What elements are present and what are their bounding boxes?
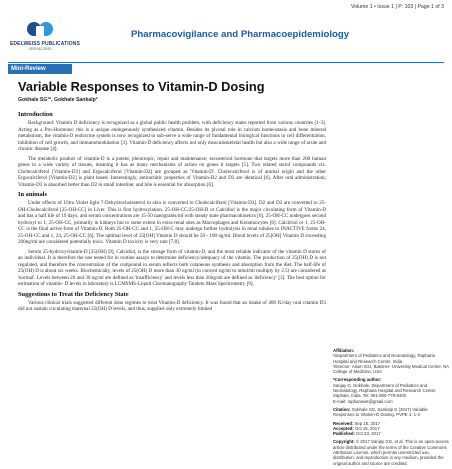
copyright-text: © 2017 Sanjay GG, et al. This is an open-access article distributed under the terms of the Creative Commons Attribution License, which permits unrestricted use, distribution, and reproduction in any medium, provided the original author and source are credited. bbox=[333, 439, 449, 466]
article-type-badge: Mini-Review bbox=[8, 64, 72, 74]
accepted-date: Oct 15, 2017 bbox=[354, 425, 380, 431]
paragraph: Background: Vitamin D deficiency is recognized as a global public health problem, with deficiency states reported from various countries [1-3]. Acting as a Pro-Hormone; this is a unique endogenously synthesized vitamin. Besides its pivotal role in calcium homeostasis and bone mineral metabolism, the vitamin-D endocrine system is now recognized to sub-serve a wide range of fundamental biological functions in cell differentiation, inhibition of cell growth, and immunomodulation [3]. Vitamin-D deficiency affects not only musculoskeletal health but also a wide range of acute and chronic disease [4]. bbox=[18, 120, 326, 152]
section-heading-introduction: Introduction bbox=[18, 111, 53, 118]
issue-meta: Volume 1 • Issue 1 | P: 103 | Page 1 of 3 bbox=[350, 4, 444, 10]
publisher-sub: OPEN ACCESS bbox=[28, 47, 52, 51]
section-heading-suggestions: Suggestions to Treat the Deficiency State bbox=[18, 290, 129, 298]
accepted-label: Accepted: bbox=[333, 425, 354, 431]
published-label: Published: bbox=[333, 431, 355, 437]
paragraph: Under effects of Ultra Violet light 7-Dehydrocholesterol in skin is converted to Cholecalciferol [Vitamin-D3]. D2 and D3 are converted to 25-OH-Cholecalciferol [25-OH-CC] in Liver. This is first hydroxylation. 25-OH-CC/25-OH-D or Calcidiol is the major circulating form of Vitamin-D and has a half life of 19 days; and serum concentrations are 15-50 nanograms/ml with steady state pharmacokinetics [6]. 25-OH-CC undergoes second hydroxyl to 1, 25-OH-CC, primarily in kidneys but to some extent in extra-renal sites as Macrophages and Keratinocytes [6]. Calcitriol or 1, 25-OH-CC is the final active form of Vitamin-D. Both 25-OH-CC and 1, 25-OH-C may undergo further hydrolysis in renal tubules to INACTIVE forms 24, 25-OH-CC and 1, 24, 25-OH-CC [6]. The optimal level of 25[OH] Vitamin D should be 50 - 100 ng/ml. Blood levels of 25[OH] Vitamin D exceeding 200ng/ml are considered potentially toxic. Vitamin D toxicity is very rare [7,8]. bbox=[18, 200, 326, 245]
article-authors: Gokhale SG¹*, Gokhale Sankalp² bbox=[18, 97, 98, 103]
article-body bbox=[18, 110, 326, 316]
corresponding-email[interactable]: E-mail: raphanaws@gmail.com bbox=[333, 398, 393, 404]
publisher-logo[interactable] bbox=[10, 20, 80, 60]
header-rule bbox=[8, 62, 444, 63]
article-sidebar bbox=[333, 348, 449, 469]
citation-label: Citation: bbox=[333, 406, 351, 412]
publisher-name: EDELWEISS PUBLICATIONS bbox=[10, 41, 80, 47]
copyright-label: Copyright: bbox=[333, 439, 355, 445]
article-title: Variable Responses to Vitamin-D Dosing bbox=[18, 79, 265, 94]
section-heading-in-animals: In animals bbox=[18, 191, 47, 198]
affiliation-2: ²Director- Aiium ICU, Bakimer- University Medical Center, NA College of Medicine, USA bbox=[333, 363, 449, 375]
published-date: Oct 23, 2017 bbox=[356, 431, 381, 437]
paragraph: Various clinical trials suggested different dose regimes to treat Vitamin-D deficiency. It was found that an intake of 400 IU/day oral vitamin D3 did not sustain circulating maternal 25(OH) D levels, and thus, supplied only extremely limited bbox=[18, 299, 326, 312]
affiliation-1: ¹Department of Pediatrics and Neonatology, Raphana Hospital and Research Center, India bbox=[333, 353, 435, 364]
citation-text: Gokhale SG, Sankalp G (2017) Variable Responses to Vitamin-D Dosing. PVPE 1: 1-3 bbox=[333, 406, 428, 418]
affiliation-label: Affiliation: bbox=[333, 348, 355, 353]
edelweiss-logo-icon bbox=[25, 20, 55, 39]
journal-title: Pharmacovigilance and Pharmacoepidemiology bbox=[131, 29, 350, 40]
received-date: Sep 15, 2017 bbox=[354, 420, 381, 426]
corresponding-author-text: Sanjay G. Gokhale, Department of Pediatrics and Neonatology, Raphana Hospital and Research Center, Saphale, India. Tel: 091-800-779-8400 bbox=[333, 382, 437, 399]
paragraph: Serum 25-hydroxyvitamin-D [25(OH) D], Calcidiol, is the storage form of vitamin-D, and the most reliable indicator of the vitamin D stores of an individual. It is therefore the one tested for in routine assays to determine deficiency/adequacy of the vitamin. The production of 25(OH) D is not regulated, and therefore the concentration of the compound in serum reflects both cutaneous synthesis and absorption from the diet. The half-life of 25(OH) D is about six weeks. Biochemically, levels of 25(OH) D more than 30 ng/ml (to convert ng/ml to nmol/ml multiply by 2.5) are considered as 'normal'. Levels between 20 and 30 ng/ml are defined as 'insufficiency' and levels less than 20ng/ml are defined as 'deficiency' [3]. The best option for estimation of vitamin- D levels in laboratory is LCMSMS-Liquid Chromatography Tandem Mass Spectrometry [9]. bbox=[18, 248, 326, 287]
corresponding-author-label: *Corresponding author: bbox=[333, 377, 382, 383]
received-label: Received: bbox=[333, 420, 354, 426]
paragraph: The metabolic product of vitamin-D is a potent, pleiotropic, repair and maintenance; secosteroid hormone that targets more than 200 human genes in a wide variety of tissues, meaning it has as many mechanisms of action on genes it targets [5]. Two related sterol compounds viz. Cholecalciferol [Vitamin-D3] and Ergocalciferol [Vitamin-D2] are grouped as 'Vitamin-D'. Cholecalciferol is of animal origin and the other Ergocalciferol [Vitamin-D2] is plant based. Interestingly, antirachitic properties of Vitamin-D2 and D3 are identical [6]. After oral administration; Vitamin-D3 is absorbed better than D2 in small intestine; and bile is essential for absorption [6]. bbox=[18, 155, 326, 188]
